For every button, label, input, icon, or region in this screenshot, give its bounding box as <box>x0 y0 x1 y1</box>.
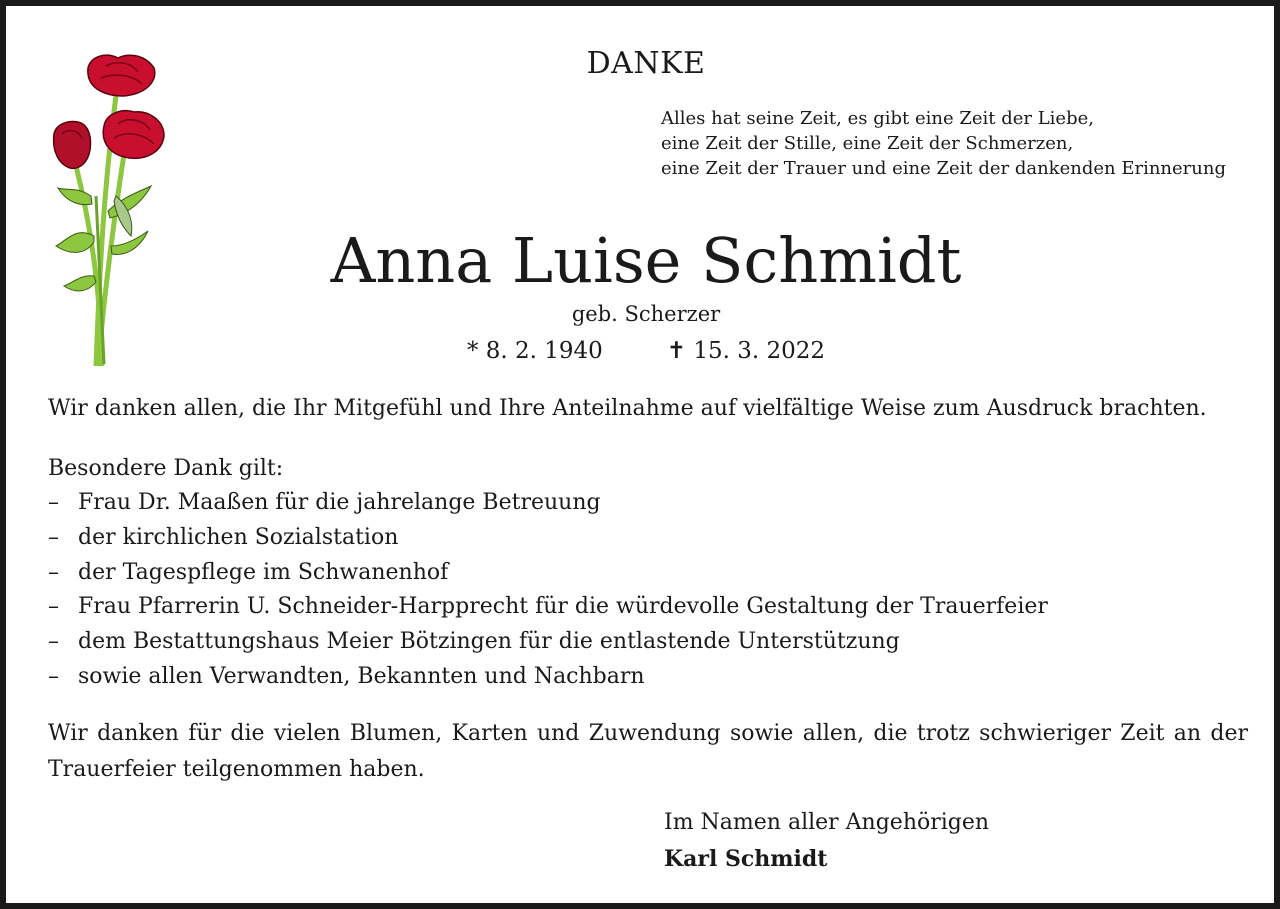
dash-icon: – <box>48 524 59 550</box>
special-thanks-list <box>48 486 1048 695</box>
list-item-text: Frau Pfarrerin U. Schneider-Harpprecht für die würdevolle Gestaltung der Trauerfeier <box>78 594 1048 620</box>
roses-icon <box>46 46 176 376</box>
dash-icon: – <box>48 629 59 655</box>
signature-line: Im Namen aller Angehörigen <box>664 810 990 835</box>
list-item-text: sowie allen Verwandten, Bekannten und Nachbarn <box>78 663 645 689</box>
dash-icon: – <box>48 594 59 620</box>
quote-block <box>661 106 1226 181</box>
list-item <box>48 625 1048 660</box>
birth-date: * 8. 2. 1940 <box>466 338 603 364</box>
signature-name: Karl Schmidt <box>664 846 828 872</box>
list-item <box>48 486 1048 521</box>
birth-name: geb. Scherzer <box>571 302 721 326</box>
quote-line: Alles hat seine Zeit, es gibt eine Zeit der Liebe, <box>661 108 1094 129</box>
dash-icon: – <box>48 663 59 689</box>
thanks-text: Wir danken allen, die Ihr Mitgefühl und Ihre Anteilnahme auf vielfältige Weise zum Ausdruck brachten. <box>48 396 1207 421</box>
dash-icon: – <box>48 559 59 585</box>
quote-line: eine Zeit der Stille, eine Zeit der Schmerzen, <box>661 133 1074 154</box>
closing-text: Wir danken für die vielen Blumen, Karten und Zuwendung sowie allen, die trotz schwieriger Zeit an der Trauerfeier teilgenommen haben. <box>48 721 1248 782</box>
quote-line: eine Zeit der Trauer und eine Zeit der dankenden Erinnerung <box>661 158 1226 179</box>
page-title: DANKE <box>586 46 706 81</box>
deceased-name: Anna Luise Schmidt <box>330 224 962 297</box>
list-item <box>48 556 1048 591</box>
life-dates <box>6 338 1280 364</box>
list-item-text: der Tagespflege im Schwanenhof <box>78 559 449 585</box>
list-item <box>48 590 1048 625</box>
list-item-text: dem Bestattungshaus Meier Bötzingen für die entlastende Unterstützung <box>78 629 900 655</box>
list-item-text: Frau Dr. Maaßen für die jahrelange Betreuung <box>78 490 601 515</box>
list-item-text: der kirchlichen Sozialstation <box>78 524 399 550</box>
dash-icon: – <box>48 490 59 515</box>
death-date: ✝ 15. 3. 2022 <box>666 338 826 364</box>
special-thanks-heading: Besondere Dank gilt: <box>48 456 284 481</box>
list-item <box>48 521 1048 556</box>
list-item <box>48 660 1048 695</box>
